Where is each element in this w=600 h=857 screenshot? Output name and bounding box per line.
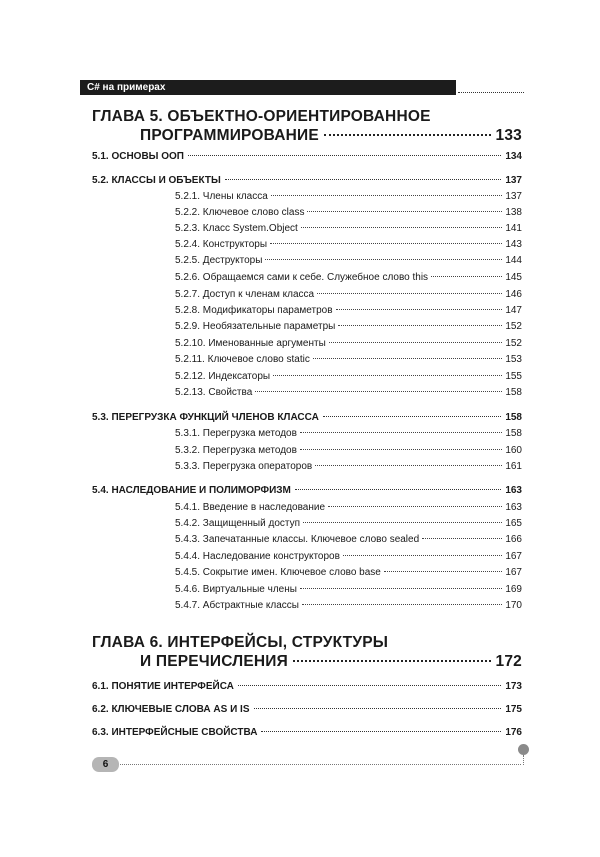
subsection-page-number: 144 <box>505 255 522 266</box>
subsection-title: 5.2.4. Конструкторы <box>175 239 268 250</box>
page-number: 6 <box>102 759 109 770</box>
chapter-title-line1: ГЛАВА 6. ИНТЕРФЕЙСЫ, СТРУКТУРЫ <box>92 634 389 651</box>
section-title: 5.1. ОСНОВЫ ООП <box>92 151 184 162</box>
toc-subsection[interactable] <box>175 304 522 318</box>
subsection-title: 5.3.1. Перегрузка методов <box>175 428 297 439</box>
leader-dots <box>324 134 491 136</box>
subsection-page-number: 169 <box>505 584 522 595</box>
leader-dots <box>300 449 502 450</box>
section-page-number: 163 <box>505 485 522 496</box>
leader-dots <box>313 358 502 359</box>
toc-subsection[interactable] <box>175 254 522 268</box>
toc-subsection[interactable] <box>175 320 522 334</box>
subsection-page-number: 160 <box>505 445 522 456</box>
subsection-page-number: 167 <box>505 567 522 578</box>
leader-dots <box>336 309 503 310</box>
toc-subsection[interactable] <box>175 444 522 458</box>
leader-dots <box>300 432 502 433</box>
leader-dots <box>317 293 502 294</box>
leader-dots <box>188 155 501 156</box>
toc-subsection[interactable] <box>175 288 522 302</box>
subsection-title: 5.2.8. Модификаторы параметров <box>175 305 333 316</box>
subsection-page-number: 167 <box>505 551 522 562</box>
leader-dots <box>343 555 502 556</box>
toc-subsection[interactable] <box>175 337 522 351</box>
leader-dots <box>255 391 502 392</box>
toc-section-5-1[interactable] <box>92 150 522 164</box>
toc-subsection[interactable] <box>175 353 522 367</box>
subsection-title: 5.4.3. Запечатанные классы. Ключевое слово sealed <box>175 534 420 545</box>
toc-subsection[interactable] <box>175 599 522 613</box>
leader-dots <box>431 276 502 277</box>
running-header-title: C# на примерах <box>87 82 166 93</box>
footer-vertical-rule <box>523 755 524 765</box>
subsection-page-number: 152 <box>505 321 522 332</box>
chapter-5-heading[interactable] <box>92 107 522 145</box>
subsection-page-number: 137 <box>505 191 522 202</box>
section-title: 6.1. ПОНЯТИЕ ИНТЕРФЕЙСА <box>92 681 234 692</box>
header-dotted-rule <box>458 92 524 93</box>
chapter-title-line2: ПРОГРАММИРОВАНИЕ <box>140 127 319 144</box>
subsection-page-number: 158 <box>505 428 522 439</box>
subsection-title: 5.2.6. Обращаемся сами к себе. Служебное слово this <box>175 272 429 283</box>
leader-dots <box>295 489 501 490</box>
toc-subsection[interactable] <box>175 583 522 597</box>
chapter-page-number: 172 <box>495 653 522 670</box>
toc-subsection[interactable] <box>175 427 522 441</box>
subsection-page-number: 147 <box>505 305 522 316</box>
leader-dots <box>323 416 501 417</box>
subsection-page-number: 165 <box>505 518 522 529</box>
section-page-number: 137 <box>505 175 522 186</box>
section-page-number: 173 <box>505 681 522 692</box>
leader-dots <box>315 465 502 466</box>
subsection-page-number: 141 <box>505 223 522 234</box>
toc-subsection[interactable] <box>175 370 522 384</box>
toc-subsection[interactable] <box>175 386 522 400</box>
subsection-title: 5.2.11. Ключевое слово static <box>175 354 310 365</box>
chapter-6-heading[interactable] <box>92 633 522 671</box>
subsection-title: 5.4.4. Наследование конструкторов <box>175 551 340 562</box>
leader-dots <box>422 538 502 539</box>
toc-subsection[interactable] <box>175 238 522 252</box>
subsection-page-number: 146 <box>505 289 522 300</box>
subsection-title: 5.2.1. Члены класса <box>175 191 268 202</box>
leader-dots <box>384 571 502 572</box>
toc-section-6-3[interactable] <box>92 726 522 740</box>
leader-dots <box>271 195 503 196</box>
subsection-title: 5.3.2. Перегрузка методов <box>175 445 297 456</box>
subsection-page-number: 163 <box>505 502 522 513</box>
subsection-page-number: 152 <box>505 338 522 349</box>
leader-dots <box>254 708 502 709</box>
leader-dots <box>303 522 502 523</box>
subsection-page-number: 138 <box>505 207 522 218</box>
leader-dots <box>261 731 501 732</box>
section-page-number: 134 <box>505 151 522 162</box>
toc-subsection[interactable] <box>175 190 522 204</box>
subsection-page-number: 166 <box>505 534 522 545</box>
toc-section-5-2[interactable] <box>92 174 522 188</box>
subsection-page-number: 143 <box>505 239 522 250</box>
subsection-title: 5.2.9. Необязательные параметры <box>175 321 336 332</box>
toc-subsection[interactable] <box>175 271 522 285</box>
section-title: 5.4. НАСЛЕДОВАНИЕ И ПОЛИМОРФИЗМ <box>92 485 291 496</box>
leader-dots <box>328 506 502 507</box>
subsection-title: 5.2.10. Именованные аргументы <box>175 338 326 349</box>
subsection-page-number: 161 <box>505 461 522 472</box>
chapter-title-line1: ГЛАВА 5. ОБЪЕКТНО-ОРИЕНТИРОВАННОЕ <box>92 108 431 125</box>
leader-dots <box>329 342 503 343</box>
subsection-title: 5.2.13. Свойства <box>175 387 253 398</box>
subsection-page-number: 158 <box>505 387 522 398</box>
section-page-number: 158 <box>505 412 522 423</box>
section-page-number: 175 <box>505 704 522 715</box>
subsection-title: 5.3.3. Перегрузка операторов <box>175 461 313 472</box>
section-title: 5.3. ПЕРЕГРУЗКА ФУНКЦИЙ ЧЛЕНОВ КЛАССА <box>92 412 319 423</box>
toc-subsection[interactable] <box>175 222 522 236</box>
chapter-page-number: 133 <box>495 127 522 144</box>
running-header <box>80 80 456 95</box>
leader-dots <box>238 685 501 686</box>
section-title: 5.2. КЛАССЫ И ОБЪЕКТЫ <box>92 175 221 186</box>
footer-circle-ornament <box>518 744 529 755</box>
leader-dots <box>293 660 491 662</box>
toc-subsection[interactable] <box>175 501 522 515</box>
leader-dots <box>307 211 502 212</box>
toc-subsection[interactable] <box>175 566 522 580</box>
leader-dots <box>270 243 502 244</box>
toc-section-5-3[interactable] <box>92 411 522 425</box>
subsection-page-number: 153 <box>505 354 522 365</box>
subsection-page-number: 170 <box>505 600 522 611</box>
subsection-title: 5.4.2. Защищенный доступ <box>175 518 300 529</box>
leader-dots <box>265 259 502 260</box>
subsection-title: 5.2.2. Ключевое слово class <box>175 207 305 218</box>
subsection-title: 5.4.1. Введение в наследование <box>175 502 326 513</box>
subsection-title: 5.4.5. Сокрытие имен. Ключевое слово base <box>175 567 381 578</box>
leader-dots <box>300 588 502 589</box>
subsection-title: 5.2.5. Деструкторы <box>175 255 263 266</box>
toc-subsection[interactable] <box>175 460 522 474</box>
toc-section-6-1[interactable] <box>92 680 522 694</box>
subsection-title: 5.4.6. Виртуальные члены <box>175 584 297 595</box>
section-page-number: 176 <box>505 727 522 738</box>
subsection-title: 5.2.7. Доступ к членам класса <box>175 289 315 300</box>
leader-dots <box>302 604 502 605</box>
subsection-title: 5.2.3. Класс System.Object <box>175 223 298 234</box>
footer-dotted-rule <box>120 764 521 765</box>
section-title: 6.3. ИНТЕРФЕЙСНЫЕ СВОЙСТВА <box>92 727 258 738</box>
section-title: 6.2. КЛЮЧЕВЫЕ СЛОВА AS И IS <box>92 704 250 715</box>
subsection-page-number: 145 <box>505 272 522 283</box>
toc-subsection[interactable] <box>175 517 522 531</box>
leader-dots <box>273 375 502 376</box>
subsection-page-number: 155 <box>505 371 522 382</box>
page-number-badge <box>92 757 119 772</box>
leader-dots <box>301 227 502 228</box>
toc-subsection[interactable] <box>175 533 522 547</box>
subsection-title: 5.4.7. Абстрактные классы <box>175 600 299 611</box>
chapter-title-line2: И ПЕРЕЧИСЛЕНИЯ <box>140 653 288 670</box>
toc-subsection[interactable] <box>175 206 522 220</box>
leader-dots <box>338 325 502 326</box>
toc-section-5-4[interactable] <box>92 484 522 498</box>
leader-dots <box>225 179 502 180</box>
toc-section-6-2[interactable] <box>92 703 522 717</box>
subsection-title: 5.2.12. Индексаторы <box>175 371 271 382</box>
toc-subsection[interactable] <box>175 550 522 564</box>
